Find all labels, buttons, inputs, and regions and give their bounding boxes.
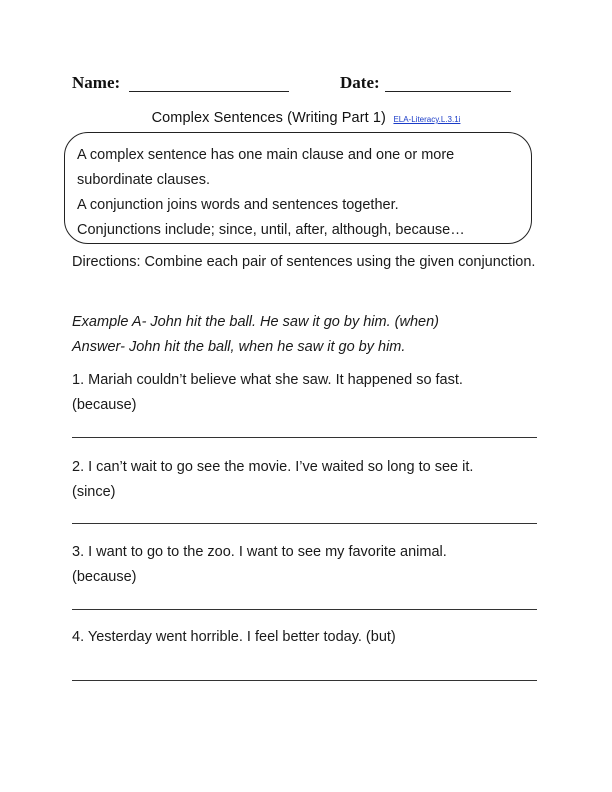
definition-box	[64, 132, 532, 244]
question-conjunction: (because)	[72, 569, 137, 585]
question-text: 4. Yesterday went horrible. I feel better today. (but)	[72, 629, 396, 645]
question-conjunction: (because)	[72, 397, 137, 413]
example-answer: Answer- John hit the ball, when he saw it go by him.	[72, 339, 406, 355]
title-row	[0, 109, 612, 127]
answer-line-4[interactable]	[72, 680, 537, 681]
question-1	[72, 368, 542, 418]
example-sentence: Example A- John hit the ball. He saw it go by him. (when)	[72, 314, 439, 330]
answer-line-1[interactable]	[72, 437, 537, 438]
answer-line-3[interactable]	[72, 609, 537, 610]
answer-line-2[interactable]	[72, 523, 537, 524]
directions-text: Directions: Combine each pair of sentences using the given conjunction.	[72, 254, 536, 270]
definition-line: A conjunction joins words and sentences together.	[77, 197, 399, 213]
example-block	[72, 310, 542, 360]
date-label: Date:	[340, 73, 380, 92]
name-label: Name:	[72, 73, 121, 92]
question-2	[72, 455, 542, 505]
date-blank[interactable]	[385, 91, 511, 92]
question-text: 2. I can’t wait to go see the movie. I’ve waited so long to see it.	[72, 459, 474, 475]
question-text: 1. Mariah couldn’t believe what she saw. It happened so fast.	[72, 372, 463, 388]
worksheet-title: Complex Sentences (Writing Part 1)	[151, 110, 386, 126]
definition-line: subordinate clauses.	[77, 172, 210, 188]
question-4	[72, 625, 542, 650]
definition-line: A complex sentence has one main clause and one or more	[77, 147, 455, 163]
header-row	[72, 73, 542, 95]
question-3	[72, 540, 542, 590]
question-conjunction: (since)	[72, 484, 116, 500]
name-blank[interactable]	[129, 91, 289, 92]
standard-link[interactable]: ELA-Literacy.L.3.1i	[393, 115, 461, 124]
question-text: 3. I want to go to the zoo. I want to see my favorite animal.	[72, 544, 447, 560]
definition-line: Conjunctions include; since, until, after, although, because…	[77, 222, 465, 238]
